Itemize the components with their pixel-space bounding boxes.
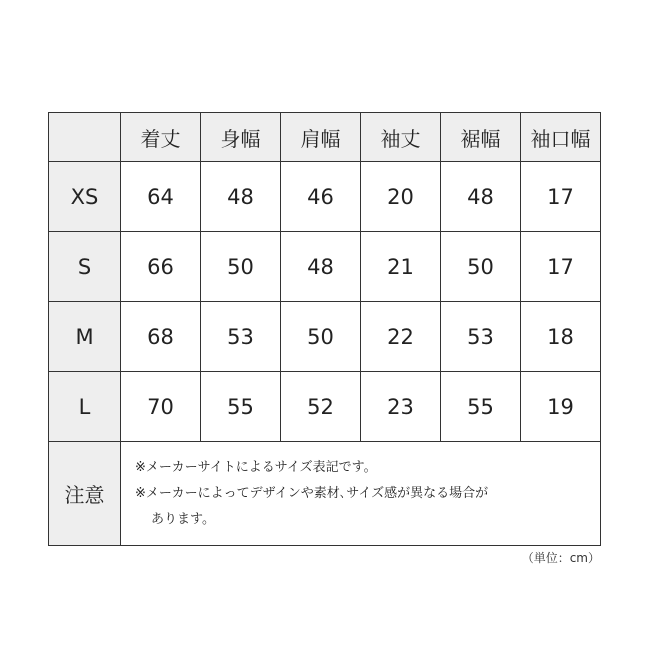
table-cell: 53 xyxy=(201,302,281,372)
table-cell: 52 xyxy=(281,372,361,442)
table-cell: 48 xyxy=(441,162,521,232)
table-cell: 64 xyxy=(121,162,201,232)
header-corner xyxy=(49,113,121,162)
table-cell: 17 xyxy=(521,232,601,302)
table-row xyxy=(49,232,601,302)
table-cell: 48 xyxy=(281,232,361,302)
table-cell: 48 xyxy=(201,162,281,232)
header-length: 着丈 xyxy=(121,113,201,162)
table-cell: 18 xyxy=(521,302,601,372)
table-row xyxy=(49,372,601,442)
table-row xyxy=(49,162,601,232)
table-cell: 23 xyxy=(361,372,441,442)
table-cell: 50 xyxy=(281,302,361,372)
note-row xyxy=(49,442,601,546)
header-hem: 裾幅 xyxy=(441,113,521,162)
table-cell: 70 xyxy=(121,372,201,442)
header-width: 身幅 xyxy=(201,113,281,162)
table-cell: 53 xyxy=(441,302,521,372)
size-label: M xyxy=(49,302,121,372)
note-line: ※メーカーサイトによるサイズ表記です。 xyxy=(135,459,377,475)
unit-note: （単位：cm） xyxy=(521,551,600,565)
table-cell: 68 xyxy=(121,302,201,372)
table-cell: 21 xyxy=(361,232,441,302)
header-sleeve: 袖丈 xyxy=(361,113,441,162)
table-cell: 66 xyxy=(121,232,201,302)
note-line: ※メーカーによってデザインや素材､サイズ感が異なる場合が xyxy=(135,485,489,501)
table-cell: 55 xyxy=(201,372,281,442)
table-cell: 17 xyxy=(521,162,601,232)
table-cell: 50 xyxy=(201,232,281,302)
size-label: L xyxy=(49,372,121,442)
table-cell: 55 xyxy=(441,372,521,442)
table-row xyxy=(49,302,601,372)
table-cell: 50 xyxy=(441,232,521,302)
note-line: あります。 xyxy=(151,511,215,527)
size-label: S xyxy=(49,232,121,302)
size-table xyxy=(48,112,601,546)
size-label: XS xyxy=(49,162,121,232)
table-cell: 20 xyxy=(361,162,441,232)
header-row xyxy=(49,113,601,162)
header-cuff: 袖口幅 xyxy=(521,113,601,162)
note-label: 注意 xyxy=(49,442,121,546)
table-cell: 46 xyxy=(281,162,361,232)
table-cell: 22 xyxy=(361,302,441,372)
header-shoulder: 肩幅 xyxy=(281,113,361,162)
table-cell: 19 xyxy=(521,372,601,442)
note-text xyxy=(121,442,601,546)
